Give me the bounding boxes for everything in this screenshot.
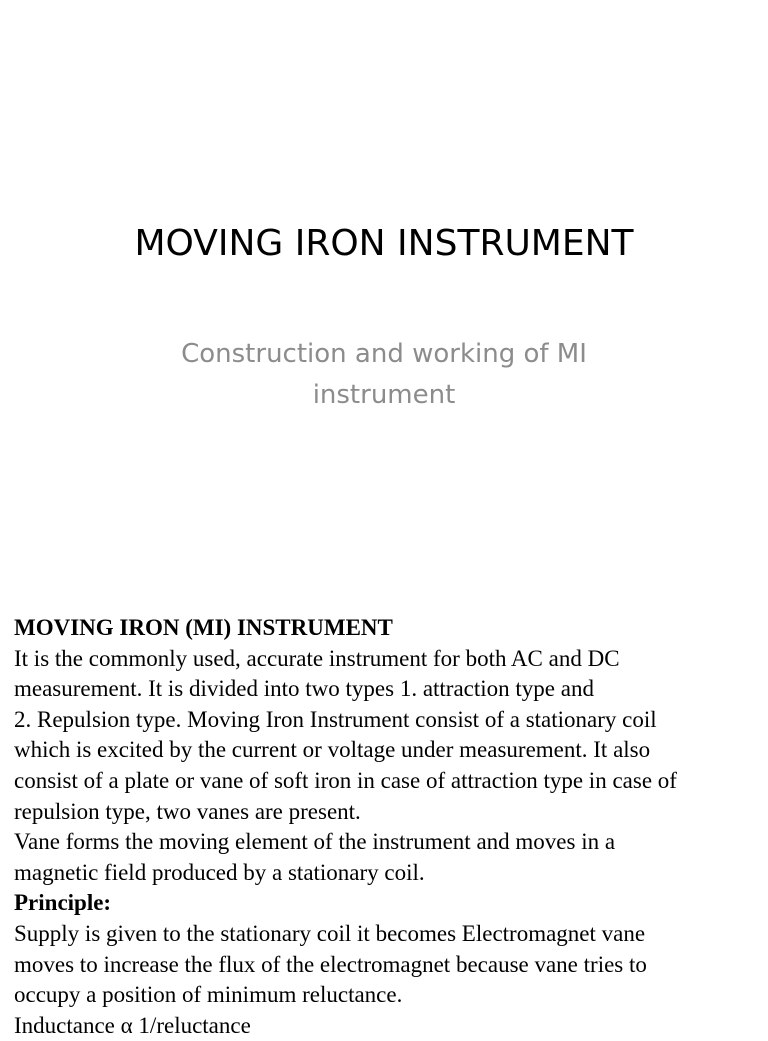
body-line: repulsion type, two vanes are present. [14, 798, 361, 824]
body-line: 2. Repulsion type. Moving Iron Instrument consist of a stationary coil [14, 706, 657, 732]
body-line: magnetic field produced by a stationary coil. [14, 859, 425, 885]
slide-title: MOVING IRON INSTRUMENT [134, 223, 634, 264]
body-line: measurement. It is divided into two types 1. attraction type and [14, 676, 594, 702]
body-line: consist of a plate or vane of soft iron in case of attraction type in case of [14, 767, 677, 793]
body-line: It is the commonly used, accurate instrument for both AC and DC [14, 645, 620, 671]
body-line: which is excited by the current or voltage under measurement. It also [14, 737, 651, 763]
body-line: Vane forms the moving element of the instrument and moves in a [14, 829, 616, 855]
content-slide [0, 576, 768, 1038]
principle-heading: Principle: [14, 890, 112, 916]
principle-line: occupy a position of minimum reluctance. [14, 982, 403, 1008]
principle-line: moves to increase the flux of the electromagnet because vane tries to [14, 951, 647, 977]
principle-line: Inductance α 1/reluctance [14, 1012, 251, 1038]
slide-subtitle: Construction and working of MI instrument [181, 339, 587, 410]
body-text [14, 613, 764, 1041]
section-heading: MOVING IRON (MI) INSTRUMENT [14, 615, 393, 640]
principle-line: Supply is given to the stationary coil it becomes Electromagnet vane [14, 920, 646, 946]
